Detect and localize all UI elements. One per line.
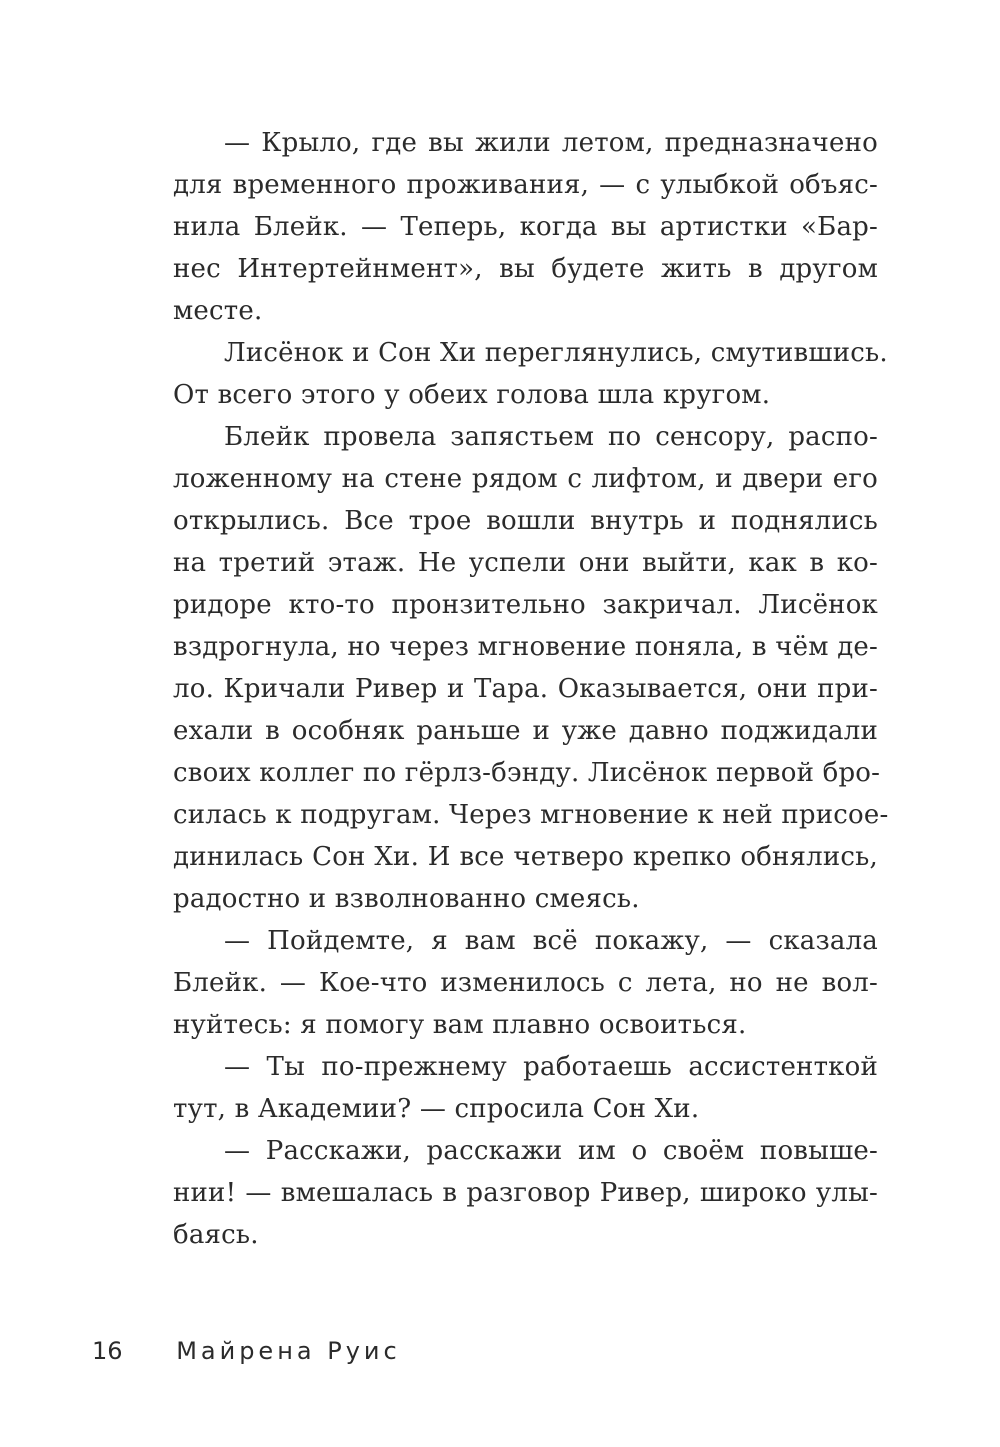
text-line: открылись. Все трое вошли внутрь и поднялись xyxy=(173,506,878,536)
text-line: ло. Кричали Ривер и Тара. Оказывается, они при- xyxy=(173,674,878,704)
text-line: ридоре кто-то пронзительно закричал. Лисёнок xyxy=(173,590,878,620)
text-line: От всего этого у обеих голова шла кругом. xyxy=(173,380,771,410)
text-line: ехали в особняк раньше и уже давно поджидали xyxy=(173,716,878,746)
text-line: нес Интертейнмент», вы будете жить в другом xyxy=(173,254,878,284)
text-line: для временного проживания, — с улыбкой объяс- xyxy=(173,170,878,200)
text-line: на третий этаж. Не успели они выйти, как в ко- xyxy=(173,548,878,578)
text-line: Блейк. — Кое-что изменилось с лета, но не вол- xyxy=(173,968,878,998)
page-number: 16 xyxy=(92,1337,123,1365)
paragraph xyxy=(173,122,878,332)
text-line: Блейк провела запястьем по сенсору, распо- xyxy=(224,422,878,452)
text-line: — Крыло, где вы жили летом, предназначено xyxy=(224,128,878,158)
text-line: — Расскажи, расскажи им о своём повыше- xyxy=(224,1136,878,1166)
paragraph xyxy=(173,1130,878,1256)
text-line: Лисёнок и Сон Хи переглянулись, смутившись. xyxy=(224,338,888,368)
text-line: силась к подругам. Через мгновение к ней присое- xyxy=(173,800,889,830)
text-line: — Пойдемте, я вам всё покажу, — сказала xyxy=(224,926,878,956)
paragraph xyxy=(173,920,878,1046)
paragraph xyxy=(173,332,888,416)
text-line: радостно и взволнованно смеясь. xyxy=(173,884,640,914)
text-line: баясь. xyxy=(173,1220,259,1250)
text-line: нила Блейк. — Теперь, когда вы артистки «Бар- xyxy=(173,212,878,242)
paragraph xyxy=(173,416,889,920)
text-line: ложенному на стене рядом с лифтом, и двери его xyxy=(173,464,878,494)
text-line: месте. xyxy=(173,296,263,326)
text-line: — Ты по-прежнему работаешь ассистенткой xyxy=(224,1052,878,1082)
text-line: вздрогнула, но через мгновение поняла, в чём де- xyxy=(173,632,878,662)
text-line: динилась Сон Хи. И все четверо крепко обнялись, xyxy=(173,842,878,872)
text-line: тут, в Академии? — спросила Сон Хи. xyxy=(173,1094,700,1124)
author-name: Майрена Руис xyxy=(176,1337,401,1365)
text-line: нии! — вмешалась в разговор Ривер, широко улы- xyxy=(173,1178,878,1208)
page-footer xyxy=(92,1337,401,1365)
paragraph xyxy=(173,1046,878,1130)
text-line: нуйтесь: я помогу вам плавно освоиться. xyxy=(173,1010,747,1040)
text-line: своих коллег по гёрлз-бэнду. Лисёнок первой бро- xyxy=(173,758,881,788)
body-text xyxy=(173,122,889,1256)
